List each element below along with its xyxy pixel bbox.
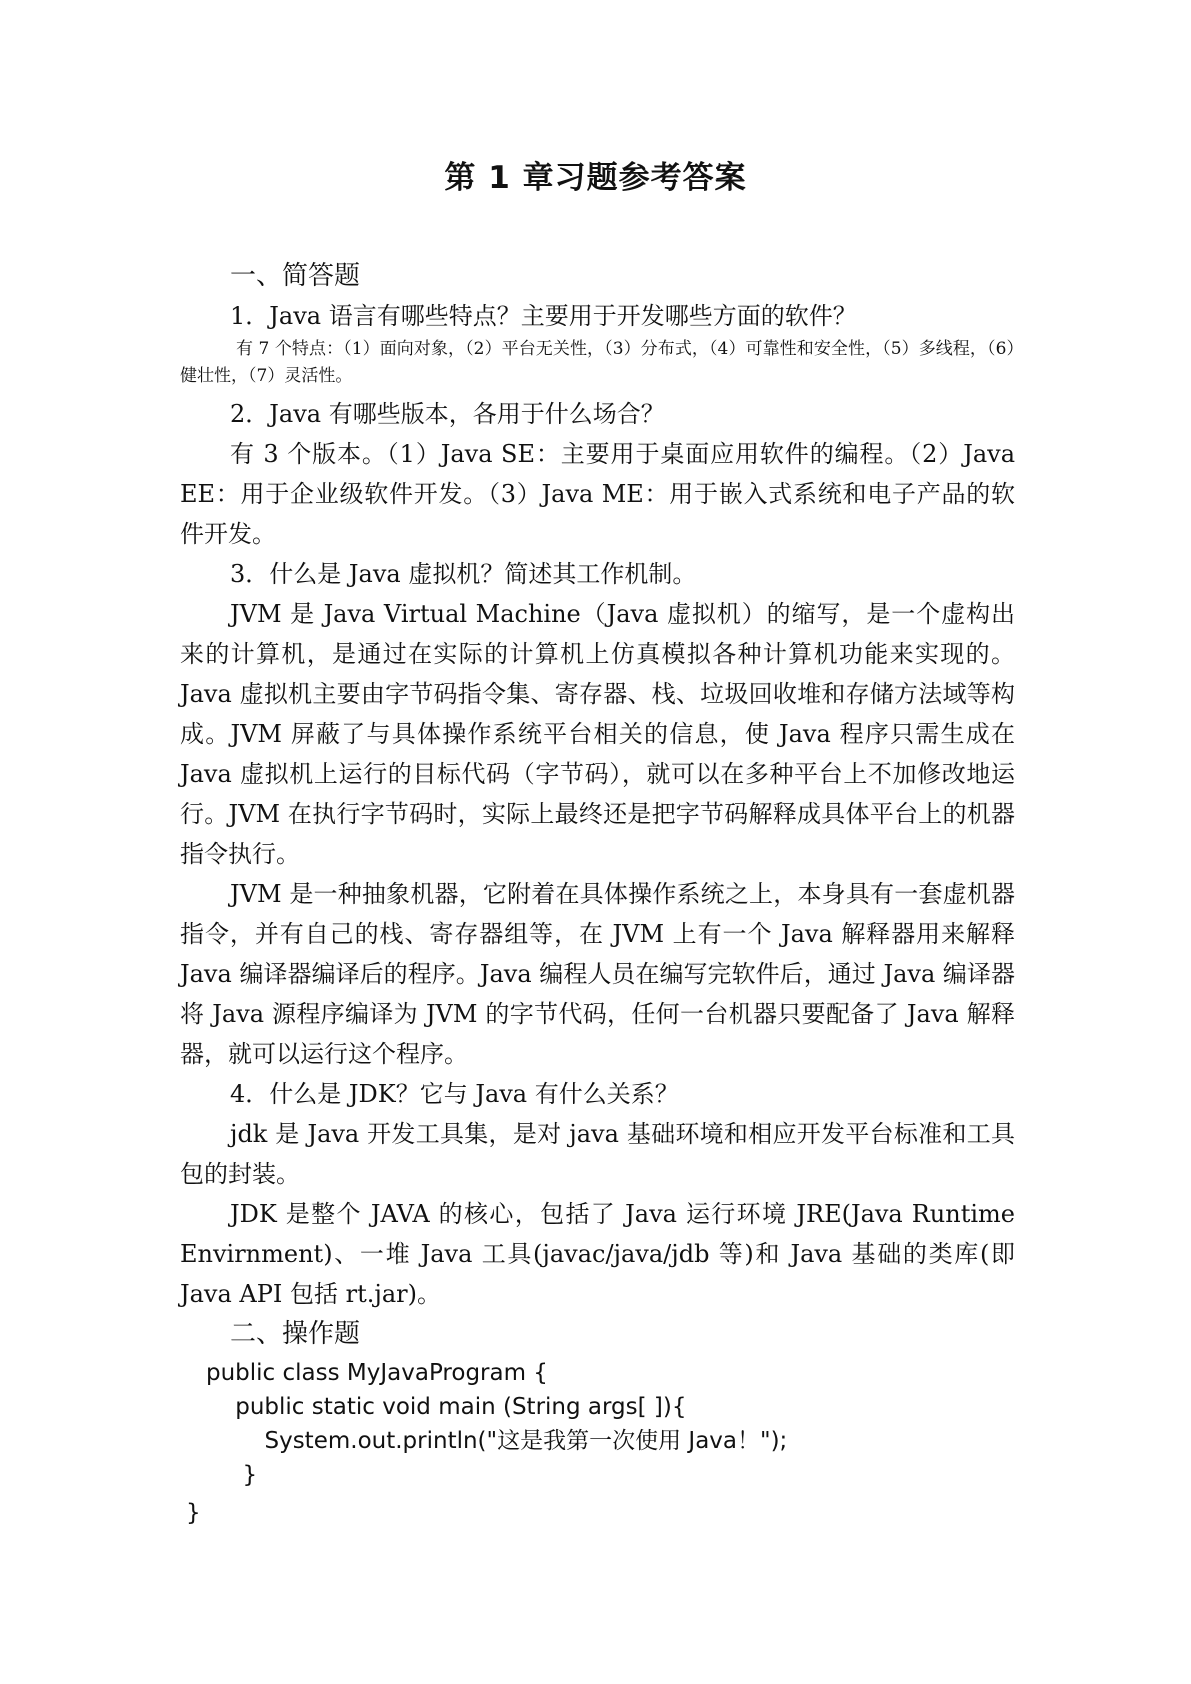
answer-4-paragraph-2: JDK 是整个 JAVA 的核心，包括了 Java 运行环境 JRE(Java Runtime Envirnment)、一堆 Java 工具(javac/java/jdb 等)和 Java 基础的类库(即 Java API 包括 rt.jar)。: [180, 1200, 1015, 1308]
section-heading-operation: 二、操作题: [230, 1319, 361, 1349]
page-title: 第 1 章习题参考答案: [444, 160, 747, 196]
answer-2: 有 3 个版本。（1）Java SE：主要用于桌面应用软件的编程。（2）Java EE：用于企业级软件开发。（3）Java ME：用于嵌入式系统和电子产品的软件开发。: [180, 440, 1015, 548]
answer-3-paragraph-1: JVM 是 Java Virtual Machine（Java 虚拟机）的缩写，是一个虚构出来的计算机，是通过在实际的计算机上仿真模拟各种计算机功能来实现的。Java 虚拟机主要由字节码指令集、寄存器、栈、垃圾回收堆和存储方法域等构成。JVM 屏蔽了与具体操作系统平台相关的信息，使 Java 程序只需生成在 Java 虚拟机上运行的目标代码（字节码），就可以在多种平台上不加修改地运行。JVM 在执行字节码时，实际上最终还是把字节码解释成具体平台上的机器指令执行。: [180, 600, 1015, 868]
question-4: 4．什么是 JDK？它与 Java 有什么关系？: [230, 1080, 679, 1108]
code-line: }: [186, 1500, 201, 1526]
document-body: [180, 256, 1015, 1530]
code-block: [186, 1356, 1015, 1530]
question-2: 2．Java 有哪些版本，各用于什么场合？: [230, 400, 665, 428]
question-1: 1．Java 语言有哪些特点？主要用于开发哪些方面的软件？: [230, 302, 857, 330]
code-line: public static void main (String args[ ]){: [206, 1394, 687, 1420]
section-heading-short-answer: 一、简答题: [230, 261, 361, 291]
question-3: 3．什么是 Java 虚拟机？简述其工作机制。: [230, 560, 697, 588]
code-line: public class MyJavaProgram {: [206, 1360, 548, 1386]
code-line: System.out.println("这是我第一次使用 Java！");: [206, 1428, 788, 1454]
answer-1: 有 7 个特点：（1）面向对象，（2）平台无关性，（3）分布式，（4）可靠性和安全性，（5）多线程，（6）健壮性，（7）灵活性。: [180, 339, 1015, 386]
answer-4-paragraph-1: jdk 是 Java 开发工具集，是对 java 基础环境和相应开发平台标准和工具包的封装。: [180, 1120, 1015, 1188]
answer-3-paragraph-2: JVM 是一种抽象机器，它附着在具体操作系统之上，本身具有一套虚机器指令，并有自己的栈、寄存器组等，在 JVM 上有一个 Java 解释器用来解释 Java 编译器编译后的程序。Java 编程人员在编写完软件后，通过 Java 编译器将 Java 源程序编译为 JVM 的字节代码，任何一台机器只要配备了 Java 解释器，就可以运行这个程序。: [180, 880, 1015, 1068]
code-line: }: [206, 1462, 258, 1488]
